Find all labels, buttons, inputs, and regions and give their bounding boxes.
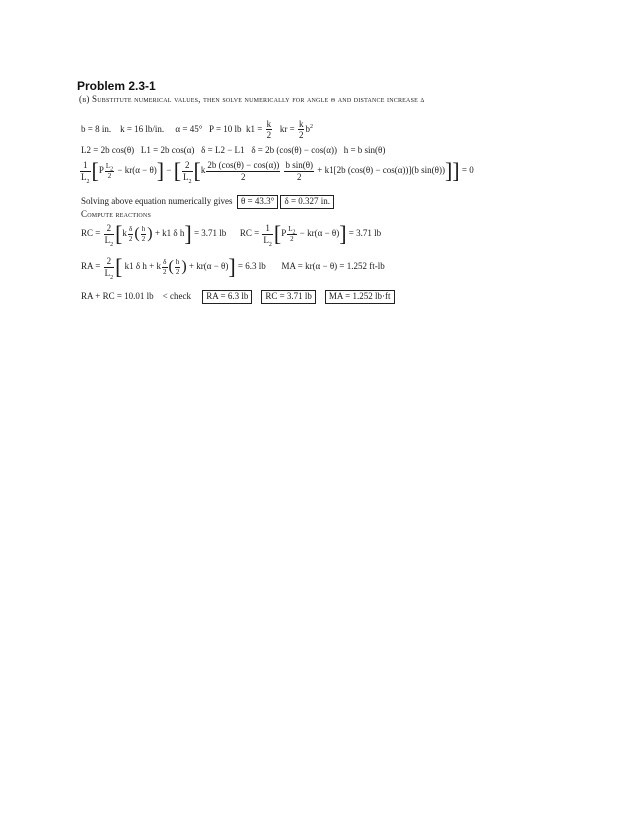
ra-value: = 6.3 lb [237,261,266,272]
rc-equations-line: RC = $\frac{2}{L_2}$ [k $\frac{\delta}{2}$ ( $\frac{h}{2}$ ) + k1 δ h] = 3.71 lb RC = $\frac{1}{L_2}$ [P $\frac{L_2}{2}$ − kr(α − θ)] = 3.71 lb [81,221,382,248]
eq-rhs: = 0 [461,165,474,176]
given-alpha: α = 45° [175,123,203,134]
eq-term2-num: 2b (cos(θ) − cos(α)) [207,160,280,171]
part-b-heading: (b) Substitute numerical values, then solve numerically for angle θ and distance increase δ [79,94,425,104]
given-b: b = 8 in. [81,123,112,134]
geom-h: h = b sin(θ) [343,145,386,155]
eq-term1: − kr(α − θ) [117,165,157,176]
geom-delta-expanded: δ = 2b (cos(θ) − cos(α)) [251,145,337,155]
geom-delta: δ = L2 − L1 [201,145,245,155]
rc2-lhs: RC = [239,228,260,239]
geom-L1: L1 = 2b cos(α) [140,145,195,155]
geom-L2: L2 = 2b cos(θ) [81,145,135,155]
sum-reactions: RA + RC = 10.01 lb [81,291,154,301]
ma-equation: MA = kr(α − θ) = 1.252 ft-lb [281,261,385,272]
given-k: k = 16 lb/in. [120,123,165,134]
rc1-value: = 3.71 lb [193,228,227,239]
ra-ma-equations-line: RA = $\frac{2}{L_2}$ [ k1 δ h + k $\frac{\delta}{2}$ ( $\frac{h}{2}$ ) + kr(α − θ)] = 6.3 lb MA = kr(α − θ) = 1.252 ft-lb [81,254,385,281]
k1-fraction: $\frac{k}{2}$ [266,119,272,141]
rc2-value: = 3.71 lb [348,228,382,239]
theta-result-box: θ = 43.3° [237,195,278,209]
eq-term2-num2: b sin(θ) [285,160,314,171]
solution-line [81,195,334,209]
ma-result-box: MA = 1.252 lb·ft [325,290,395,304]
geometry-line [81,146,385,155]
check-label: < check [162,291,191,301]
reactions-heading: Compute reactions [81,209,151,219]
given-P: P = 10 lb [209,123,242,134]
delta-result-box: δ = 0.327 in. [280,195,334,209]
equilibrium-equation: $\frac{1}{L_2}$ [P $\frac{L_2}{2}$ − kr(α − θ)] − [ $\frac{2}{L_2}$ [k $\frac{2b (\cos(\theta) - \cos(\alpha))}{2}$ $\frac{\text{b sin(θ)}}{2}$ + k1[2b (cos(θ) − cos(α))](b sin(θ))]] = 0 [81,158,474,185]
ra-result-box: RA = 6.3 lb [202,290,252,304]
problem-title: Problem 2.3-1 [77,79,156,93]
eq-term2-tail: + k1[2b (cos(θ) − cos(α))](b sin(θ)) [317,165,445,176]
given-k1: k1 = [246,123,263,134]
givens-line: b = 8 in. k = 16 lb/in. α = 45° P = 10 lb k1 = $\frac{k}{2}$ kr = $\frac{k}{2}$ $b^2$ [81,119,313,141]
ra-part1: k1 δ h + k [124,261,161,272]
solution-text: Solving above equation numerically gives [81,196,233,206]
rc1-tail: + k1 δ h [154,228,185,239]
ra-lhs: RA = [81,261,101,272]
given-kr: kr = [279,123,295,134]
rc-result-box: RC = 3.71 lb [261,290,316,304]
check-line [81,290,395,304]
rc2-tail: − kr(α − θ) [299,228,340,239]
kr-fraction: $\frac{k}{2}$ [298,119,304,141]
rc1-lhs: RC = [81,228,101,239]
ra-tail: + kr(α − θ) [188,261,229,272]
